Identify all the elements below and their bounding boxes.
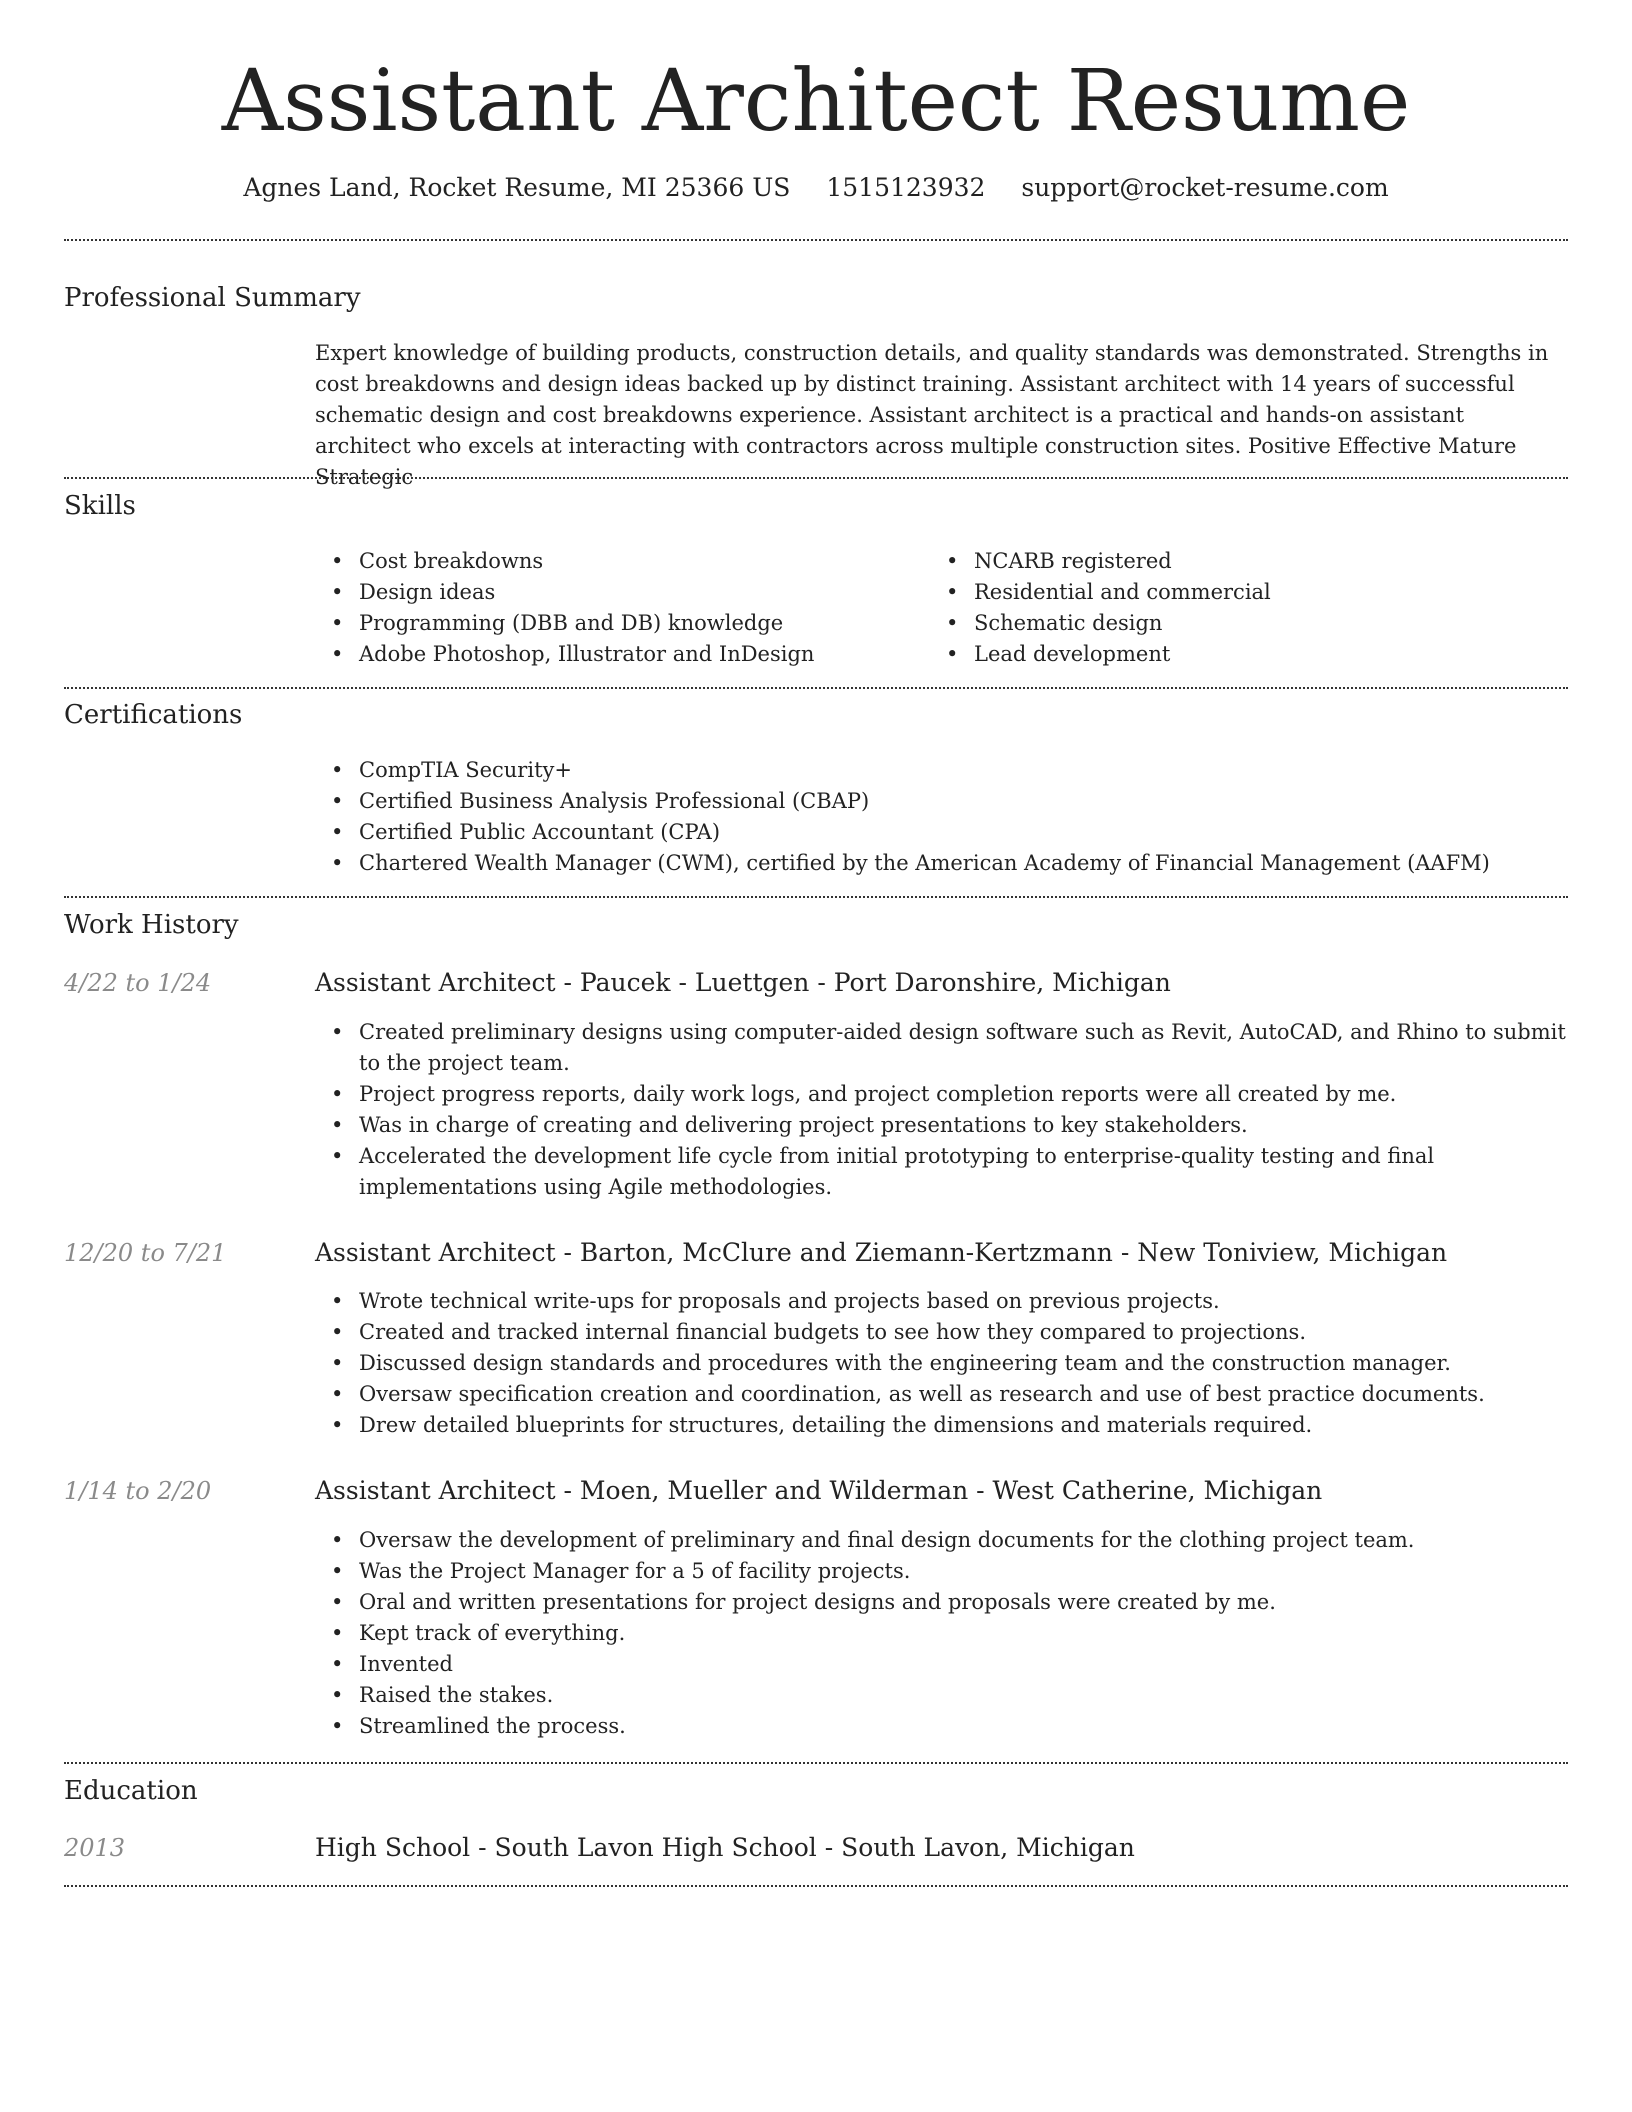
education-date: 2013	[64, 1834, 126, 1862]
job-bullet: • Accelerated the development life cycle from initial prototyping to enterprise-quality testing and final implementations using Agile methodologies.	[315, 1141, 1575, 1203]
skill-item: • Residential and commercial	[930, 577, 1530, 608]
certification-item: • Certified Public Accountant (CPA)	[315, 817, 1565, 848]
skill-item: • Programming (DBB and DB) knowledge	[315, 608, 915, 639]
section-heading-education: Education	[64, 1776, 198, 1806]
skill-item: • Adobe Photoshop, Illustrator and InDesign	[315, 639, 915, 670]
job-bullets	[315, 1525, 1575, 1742]
contact-line	[0, 168, 1632, 208]
divider	[64, 239, 1568, 241]
divider	[64, 1885, 1568, 1887]
job-bullet: • Drew detailed blueprints for structures, detailing the dimensions and materials required.	[315, 1410, 1575, 1441]
job-title: Assistant Architect - Moen, Mueller and Wilderman - West Catherine, Michigan	[315, 1476, 1323, 1505]
divider	[64, 477, 1568, 479]
divider	[64, 1762, 1568, 1764]
section-heading-certifications: Certifications	[64, 700, 243, 730]
section-heading-work: Work History	[64, 910, 239, 940]
job-bullet: • Kept track of everything.	[315, 1618, 1575, 1649]
job-date: 1/14 to 2/20	[64, 1477, 212, 1505]
job-bullet: • Was in charge of creating and delivering project presentations to key stakeholders.	[315, 1110, 1575, 1141]
job-bullet: • Wrote technical write-ups for proposals and projects based on previous projects.	[315, 1286, 1575, 1317]
job-bullets	[315, 1017, 1575, 1203]
job-bullet: • Invented	[315, 1649, 1575, 1680]
job-bullet: • Created and tracked internal financial budgets to see how they compared to projections.	[315, 1317, 1575, 1348]
section-heading-skills: Skills	[64, 491, 136, 521]
job-bullet: • Oversaw specification creation and coordination, as well as research and use of best practice documents.	[315, 1379, 1575, 1410]
divider	[64, 896, 1568, 898]
job-date: 4/22 to 1/24	[64, 969, 212, 997]
job-bullet: • Was the Project Manager for a 5 of facility projects.	[315, 1556, 1575, 1587]
contact-email: support@rocket-resume.com	[1021, 173, 1389, 202]
job-bullet: • Oral and written presentations for project designs and proposals were created by me.	[315, 1587, 1575, 1618]
skill-item: • Design ideas	[315, 577, 915, 608]
job-bullet: • Created preliminary designs using computer-aided design software such as Revit, AutoCAD, and Rhino to submit to the project team.	[315, 1017, 1575, 1079]
job-title: Assistant Architect - Paucek - Luettgen - Port Daronshire, Michigan	[315, 968, 1171, 997]
section-heading-summary: Professional Summary	[64, 283, 361, 313]
skill-item: • Lead development	[930, 639, 1530, 670]
job-title: Assistant Architect - Barton, McClure and Ziemann-Kertzmann - New Toniview, Michigan	[315, 1238, 1448, 1267]
skill-item: • Cost breakdowns	[315, 546, 915, 577]
job-bullet: • Discussed design standards and procedures with the engineering team and the construction manager.	[315, 1348, 1575, 1379]
job-date: 12/20 to 7/21	[64, 1239, 227, 1267]
job-bullet: • Streamlined the process.	[315, 1711, 1575, 1742]
page-title: Assistant Architect Resume	[221, 52, 1411, 151]
certifications-list	[315, 755, 1565, 879]
skills-list-right	[930, 546, 1530, 670]
skills-list-left	[315, 546, 915, 670]
certification-item: • Certified Business Analysis Professional (CBAP)	[315, 786, 1565, 817]
job-bullet: • Oversaw the development of preliminary and final design documents for the clothing project team.	[315, 1525, 1575, 1556]
job-bullet: • Project progress reports, daily work logs, and project completion reports were all created by me.	[315, 1079, 1575, 1110]
contact-phone: 1515123932	[826, 173, 986, 202]
job-bullets	[315, 1286, 1575, 1441]
divider	[64, 687, 1568, 689]
certification-item: • Chartered Wealth Manager (CWM), certified by the American Academy of Financial Management (AAFM)	[315, 848, 1565, 879]
contact-address: Agnes Land, Rocket Resume, MI 25366 US	[243, 173, 791, 202]
education-title: High School - South Lavon High School - South Lavon, Michigan	[315, 1833, 1135, 1862]
skill-item: • NCARB registered	[930, 546, 1530, 577]
skill-item: • Schematic design	[930, 608, 1530, 639]
certification-item: • CompTIA Security+	[315, 755, 1565, 786]
job-bullet: • Raised the stakes.	[315, 1680, 1575, 1711]
summary-text: Expert knowledge of building products, construction details, and quality standards was demonstrated. Strengths in cost breakdowns and design ideas backed up by distinct training. Assistant architect with 14 years of successful schematic design and cost breakdowns experience. Assistant architect is a practical and hands-on assistant architect who excels at interacting with contractors across multiple construction sites. Positive Effective Mature Strategic	[315, 341, 1549, 489]
